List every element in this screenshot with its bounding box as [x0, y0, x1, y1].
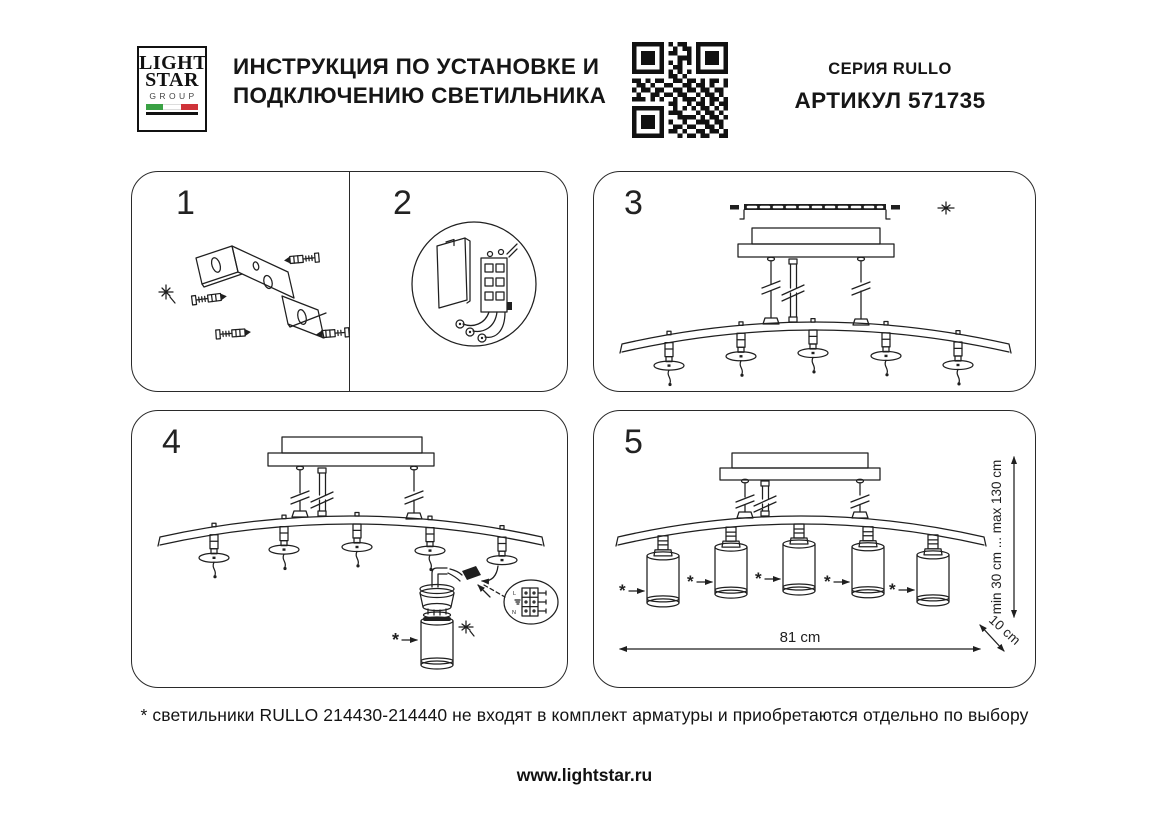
asterisk-mark: * — [687, 572, 694, 591]
logo-underline — [146, 112, 198, 115]
page-title — [233, 52, 653, 110]
panel-step-5 — [593, 410, 1036, 688]
step-3-number: 3 — [624, 184, 643, 222]
assembled-fixture-drawing — [616, 453, 1014, 651]
product-info — [762, 60, 1018, 114]
step-1-2-drawing — [132, 172, 569, 393]
width-dimension-label: 81 cm — [779, 629, 821, 646]
terminal-label-l: L — [512, 591, 516, 597]
asterisk-mark: * — [392, 630, 400, 650]
website-url: www.lightstar.ru — [516, 765, 653, 785]
step-5-number: 5 — [624, 423, 643, 461]
step-4-number: 4 — [162, 423, 181, 461]
article-label: АРТИКУЛ 571735 — [794, 88, 986, 113]
asterisk-mark: * — [755, 569, 762, 588]
page-title-line2: ПОДКЛЮЧЕНИЮ СВЕТИЛЬНИКА — [233, 83, 607, 108]
height-dimension-label: min 30 cm ... max 130 cm — [989, 459, 1004, 615]
asterisk-mark: * — [619, 581, 626, 600]
logo-text-group: GROUP — [149, 91, 198, 101]
ceiling-mount-drawing — [620, 202, 1011, 386]
logo-text-light: LIGHT — [139, 52, 208, 74]
step-3-drawing — [594, 172, 1034, 390]
asterisk-mark: * — [889, 580, 896, 599]
depth-dimension-label: 10 cm — [985, 612, 1024, 648]
lightstar-logo — [137, 46, 207, 132]
qr-code — [632, 42, 728, 138]
series-label: СЕРИЯ RULLO — [828, 60, 952, 78]
italian-flag-stripe — [146, 104, 198, 110]
terminal-label-n: N — [512, 610, 516, 616]
logo-text-star: STAR — [145, 69, 199, 91]
step-2-number: 2 — [393, 184, 412, 222]
panel-steps-1-2 — [131, 171, 568, 392]
panel-step-4 — [131, 410, 568, 688]
mounting-bracket-drawing — [159, 246, 349, 339]
panel-step-3 — [593, 171, 1036, 392]
step-5-drawing — [594, 411, 1034, 686]
wiring-detail-drawing — [412, 222, 536, 346]
asterisk-mark: * — [824, 572, 831, 591]
lamp-connection-drawing — [158, 437, 558, 669]
step-1-number: 1 — [176, 184, 195, 222]
page-title-line1: ИНСТРУКЦИЯ ПО УСТАНОВКЕ И — [233, 54, 600, 79]
footnote-text: * светильники RULLO 214430-214440 не входят в комплект арматуры и приобретаются отдельно по выбору — [140, 705, 1029, 725]
step-4-drawing — [132, 411, 566, 686]
